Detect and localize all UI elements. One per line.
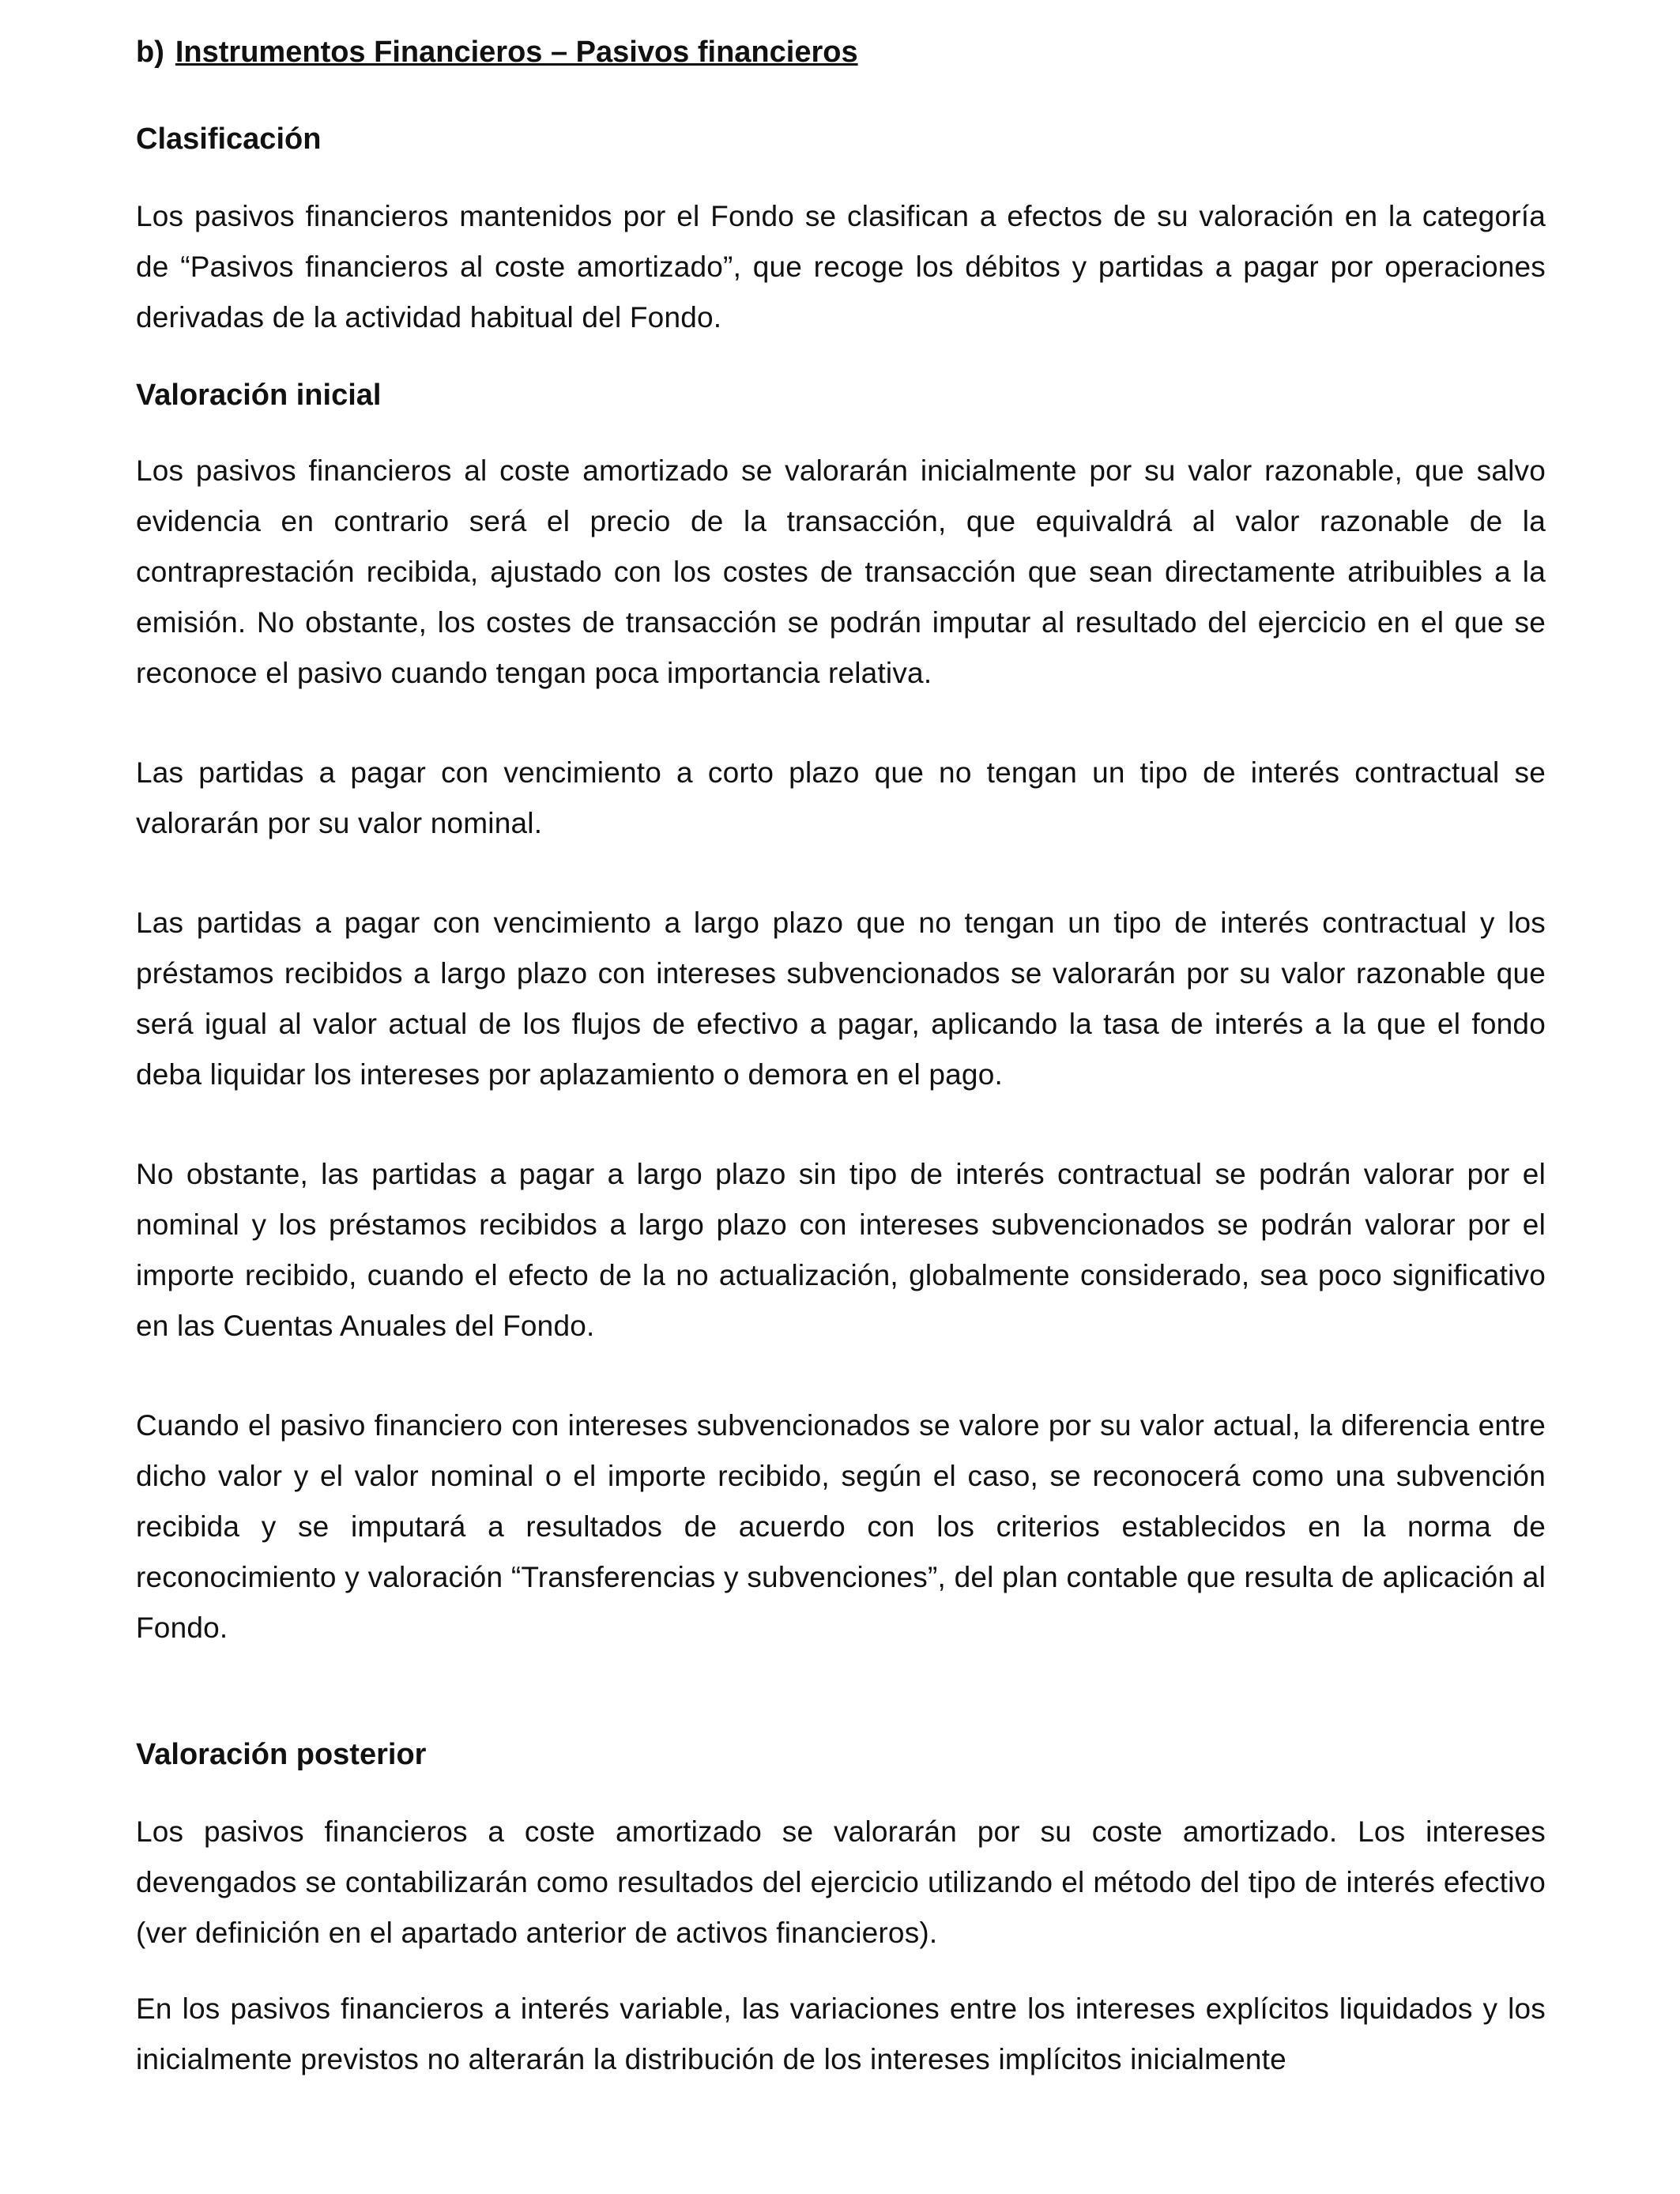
document-page [136, 28, 1546, 2085]
valoracion-posterior-paragraph-2: En los pasivos financieros a interés variable, las variaciones entre los intereses explícitos liquidados y los inicialmente previstos no alterarán la distribución de los intereses implícitos inicialmente [136, 1992, 1546, 2075]
section-prefix: b) [136, 36, 164, 69]
section-title: Instrumentos Financieros – Pasivos financieros [175, 36, 858, 69]
valoracion-inicial-paragraph-1: Los pasivos financieros al coste amortizado se valorarán inicialmente por su valor razonable, que salvo evidencia en contrario será el precio de la transacción, que equivaldrá al valor razonable de la contraprestación recibida, ajustado con los costes de transacción que sean directamente atribuibles a la emisión. No obstante, los costes de transacción se podrán imputar al resultado del ejercicio en el que se reconoce el pasivo cuando tengan poca importancia relativa. [136, 454, 1546, 689]
valoracion-inicial-paragraph-5: Cuando el pasivo financiero con intereses subvencionados se valore por su valor actual, la diferencia entre dicho valor y el valor nominal o el importe recibido, según el caso, se reconocerá como una subvención recibida y se imputará a resultados de acuerdo con los criterios establecidos en la norma de reconocimiento y valoración “Transferencias y subvenciones”, del plan contable que resulta de aplicación al Fondo. [136, 1409, 1546, 1644]
valoracion-inicial-paragraph-4: No obstante, las partidas a pagar a largo plazo sin tipo de interés contractual se podrán valorar por el nominal y los préstamos recibidos a largo plazo con intereses subvencionados se podrán valorar por el importe recibido, cuando el efecto de la no actualización, globalmente considerado, sea poco significativo en las Cuentas Anuales del Fondo. [136, 1158, 1546, 1342]
valoracion-inicial-paragraph-2: Las partidas a pagar con vencimiento a corto plazo que no tengan un tipo de interés contractual se valorarán por su valor nominal. [136, 756, 1546, 839]
valoracion-posterior-heading: Valoración posterior [136, 1738, 427, 1771]
section-heading [136, 28, 1546, 76]
clasificacion-paragraph-1: Los pasivos financieros mantenidos por el Fondo se clasifican a efectos de su valoración en la categoría de “Pasivos financieros al coste amortizado”, que recoge los débitos y partidas a pagar por operaciones derivadas de la actividad habitual del Fondo. [136, 200, 1546, 334]
valoracion-inicial-paragraph-3: Las partidas a pagar con vencimiento a largo plazo que no tengan un tipo de interés contractual y los préstamos recibidos a largo plazo con intereses subvencionados se valorarán por su valor razonable que será igual al valor actual de los flujos de efectivo a pagar, aplicando la tasa de interés a la que el fondo deba liquidar los intereses por aplazamiento o demora en el pago. [136, 907, 1546, 1091]
valoracion-posterior-paragraph-1: Los pasivos financieros a coste amortizado se valorarán por su coste amortizado. Los intereses devengados se contabilizarán como resultados del ejercicio utilizando el método del tipo de interés efectivo (ver definición en el apartado anterior de activos financieros). [136, 1815, 1546, 1949]
clasificacion-heading: Clasificación [136, 123, 322, 156]
valoracion-inicial-heading: Valoración inicial [136, 379, 382, 412]
